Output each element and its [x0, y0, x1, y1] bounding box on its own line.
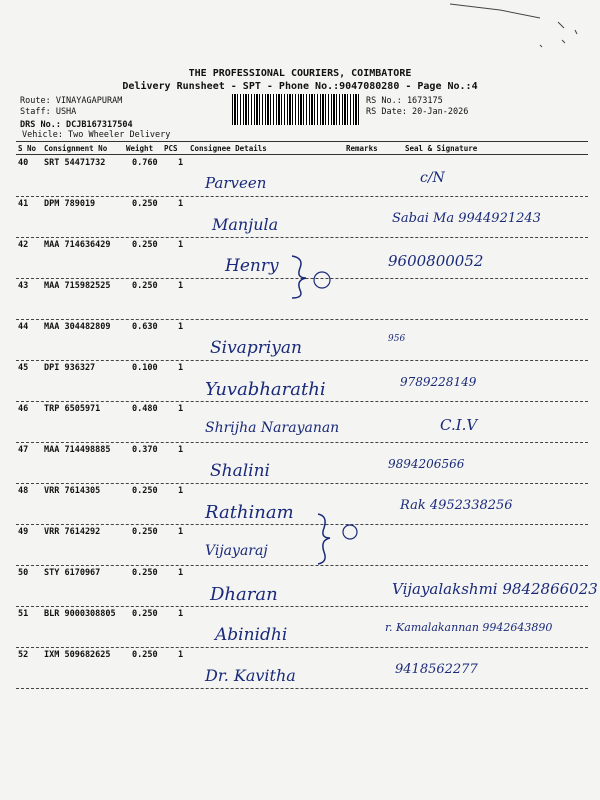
header-rule-top	[16, 141, 588, 142]
row-pcs: 1	[178, 650, 184, 660]
row-sno: 46	[18, 404, 29, 414]
row-signature-handwritten: Vijayalakshmi 9842866023	[392, 580, 598, 598]
col-weight: Weight	[126, 144, 154, 153]
row-divider	[16, 688, 588, 689]
row-sno: 44	[18, 322, 29, 332]
group-bracket-48-49	[316, 510, 366, 568]
row-consignment: MAA 304482809	[44, 322, 111, 332]
row-pcs: 1	[178, 568, 184, 578]
row-signature-handwritten: 9418562277	[395, 662, 478, 677]
row-consignee-handwritten: Yuvabharathi	[205, 379, 326, 400]
route-label: Route: VINAYAGAPURAM	[20, 96, 123, 106]
row-consignee-handwritten: Parveen	[205, 174, 267, 192]
row-consignee-handwritten: Dharan	[210, 584, 278, 605]
col-consignment: Consignment No	[44, 144, 108, 153]
row-pcs: 1	[178, 527, 184, 537]
barcode	[232, 94, 360, 125]
scribble-mark	[440, 0, 580, 70]
row-weight: 0.630	[132, 322, 158, 332]
row-signature-handwritten: Rak 4952338256	[400, 498, 513, 513]
row-sno: 48	[18, 486, 29, 496]
row-consignment: VRR 7614292	[44, 527, 101, 537]
col-remarks: Remarks	[346, 144, 378, 153]
row-sno: 45	[18, 363, 29, 373]
row-sno: 41	[18, 199, 29, 209]
runsheet-title: Delivery Runsheet - SPT - Phone No.:9047080280 - Page No.:4	[122, 81, 478, 92]
row-consignee-handwritten: Sivapriyan	[210, 338, 302, 358]
row-sno: 50	[18, 568, 29, 578]
row-sno: 52	[18, 650, 29, 660]
row-consignment: MAA 715982525	[44, 281, 111, 291]
row-pcs: 1	[178, 158, 184, 168]
row-pcs: 1	[178, 486, 184, 496]
rs-number: RS No.: 1673175	[366, 96, 443, 106]
row-consignee-handwritten: Vijayaraj	[205, 543, 268, 559]
row-signature-handwritten: 9789228149	[400, 375, 477, 389]
row-signature-handwritten: C.I.V	[440, 416, 478, 434]
row-consignment: DPM 789019	[44, 199, 96, 209]
staff-label: Staff: USHA	[20, 107, 77, 117]
row-consignment: STY 6170967	[44, 568, 101, 578]
row-divider	[16, 360, 588, 361]
row-consignee-handwritten: Henry	[225, 256, 279, 276]
row-consignee-handwritten: Abinidhi	[215, 625, 288, 645]
row-pcs: 1	[178, 609, 184, 619]
row-signature-handwritten: 9894206566	[388, 457, 465, 471]
row-consignment: BLR 9000308805	[44, 609, 116, 619]
group-bracket-42-43	[290, 252, 350, 302]
row-signature-handwritten: 9600800052	[388, 252, 484, 270]
row-sno: 40	[18, 158, 29, 168]
row-pcs: 1	[178, 199, 184, 209]
row-divider	[16, 319, 588, 320]
row-divider	[16, 606, 588, 607]
row-consignment: VRR 7614305	[44, 486, 101, 496]
col-pcs: PCS	[164, 144, 178, 153]
row-sno: 42	[18, 240, 29, 250]
row-consignment: SRT 54471732	[44, 158, 106, 168]
row-divider	[16, 196, 588, 197]
row-consignee-handwritten: Dr. Kavitha	[205, 666, 296, 685]
row-weight: 0.250	[132, 281, 158, 291]
row-divider	[16, 647, 588, 648]
row-consignment: IXM 509682625	[44, 650, 111, 660]
row-divider	[16, 524, 588, 525]
col-seal: Seal & Signature	[405, 144, 478, 153]
row-pcs: 1	[178, 322, 184, 332]
row-signature-handwritten: 956	[388, 334, 406, 344]
row-consignee-handwritten: Shalini	[210, 461, 270, 481]
header-rule-bottom	[16, 154, 588, 155]
row-consignment: TRP 6505971	[44, 404, 101, 414]
row-consignment: MAA 714636429	[44, 240, 111, 250]
row-signature-handwritten: c/N	[420, 170, 445, 186]
row-sno: 43	[18, 281, 29, 291]
row-pcs: 1	[178, 281, 184, 291]
col-consignee: Consignee Details	[190, 144, 267, 153]
vehicle-label: Vehicle: Two Wheeler Delivery	[22, 130, 171, 140]
row-weight: 0.250	[132, 199, 158, 209]
row-weight: 0.480	[132, 404, 158, 414]
row-consignee-handwritten: Manjula	[212, 215, 279, 234]
row-sno: 49	[18, 527, 29, 537]
row-divider	[16, 401, 588, 402]
row-consignee-handwritten: Rathinam	[205, 502, 294, 523]
row-sno: 47	[18, 445, 29, 455]
row-divider	[16, 483, 588, 484]
row-signature-handwritten: r. Kamalakannan 9942643890	[385, 621, 553, 634]
rs-date: RS Date: 20-Jan-2026	[366, 107, 469, 117]
row-consignee-handwritten: Shrijha Narayanan	[205, 420, 340, 436]
row-weight: 0.250	[132, 609, 158, 619]
row-pcs: 1	[178, 404, 184, 414]
row-divider	[16, 442, 588, 443]
col-sno: S No	[18, 144, 37, 153]
row-weight: 0.250	[132, 486, 158, 496]
row-pcs: 1	[178, 363, 184, 373]
row-weight: 0.250	[132, 650, 158, 660]
row-weight: 0.100	[132, 363, 158, 373]
row-signature-handwritten: Sabai Ma 9944921243	[392, 211, 541, 226]
row-divider	[16, 565, 588, 566]
row-consignment: MAA 714498885	[44, 445, 111, 455]
row-weight: 0.250	[132, 568, 158, 578]
row-weight: 0.250	[132, 527, 158, 537]
row-pcs: 1	[178, 240, 184, 250]
row-pcs: 1	[178, 445, 184, 455]
row-weight: 0.370	[132, 445, 158, 455]
company-name: THE PROFESSIONAL COURIERS, COIMBATORE	[188, 68, 412, 79]
drs-number: DRS No.: DCJB167317504	[20, 120, 133, 130]
row-weight: 0.760	[132, 158, 158, 168]
row-weight: 0.250	[132, 240, 158, 250]
row-divider	[16, 237, 588, 238]
row-consignment: DPI 936327	[44, 363, 96, 373]
row-sno: 51	[18, 609, 29, 619]
